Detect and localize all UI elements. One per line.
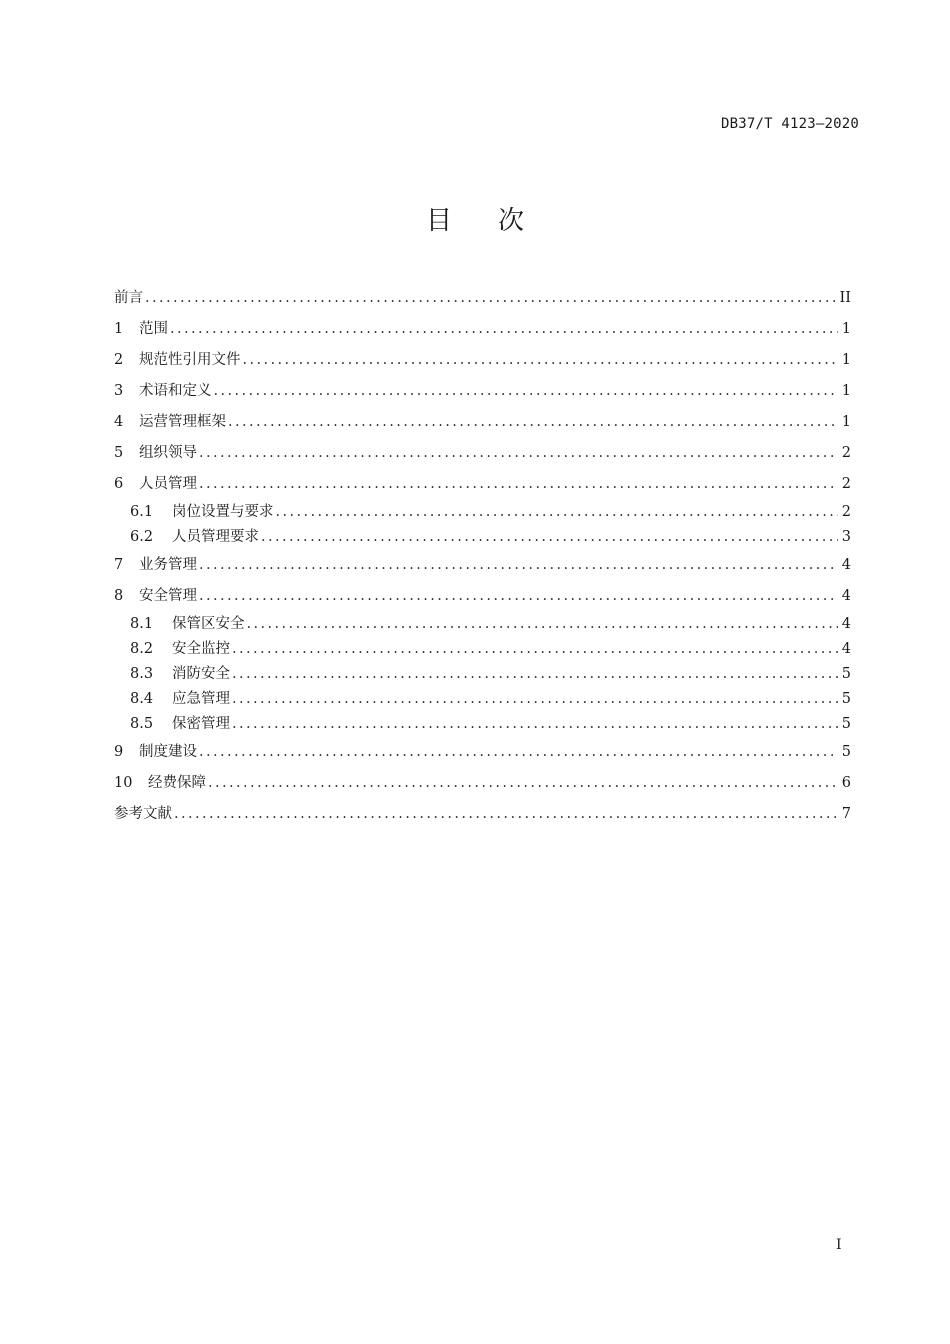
- toc-entry-6-1[interactable]: [114, 498, 851, 523]
- toc-label: 消防安全: [172, 666, 230, 682]
- toc-page: 1: [841, 383, 851, 399]
- leader-dots: [199, 470, 838, 498]
- toc-entry-8-4[interactable]: [114, 685, 851, 710]
- toc-number: 4: [114, 414, 124, 430]
- leader-dots: [232, 660, 838, 685]
- toc-label: 参考文献: [114, 806, 172, 822]
- leader-dots: [261, 523, 838, 551]
- toc-number: 7: [114, 557, 124, 573]
- toc-label: 安全监控: [172, 641, 230, 657]
- toc-label: 运营管理框架: [139, 414, 226, 430]
- toc-entry-8-5[interactable]: [114, 710, 851, 738]
- toc-page: 5: [841, 744, 851, 760]
- toc-entry-8-1[interactable]: [114, 610, 851, 635]
- toc-entry-references[interactable]: [114, 800, 851, 831]
- toc-entry-1[interactable]: [114, 315, 851, 346]
- toc-page: II: [839, 290, 851, 306]
- leader-dots: [170, 315, 838, 343]
- toc-entry-10[interactable]: [114, 769, 851, 800]
- leader-dots: [232, 635, 838, 660]
- toc-label: 保密管理: [172, 716, 230, 732]
- toc-entry-8[interactable]: [114, 582, 851, 613]
- toc-label: 人员管理: [139, 476, 197, 492]
- toc-number: 6: [114, 476, 124, 492]
- toc-entry-7[interactable]: [114, 551, 851, 582]
- toc-page: 4: [841, 641, 851, 657]
- toc-entry-2[interactable]: [114, 346, 851, 377]
- toc-page: 6: [841, 775, 851, 791]
- toc-label: 人员管理要求: [172, 529, 259, 545]
- page-number: I: [836, 1237, 842, 1253]
- toc-page: 7: [841, 806, 851, 822]
- leader-dots: [199, 551, 838, 579]
- toc-number: 6.2: [130, 529, 154, 545]
- leader-dots: [232, 685, 838, 710]
- toc-page: 5: [841, 691, 851, 707]
- toc-number: 8.2: [130, 641, 154, 657]
- toc-number: 6.1: [130, 504, 154, 520]
- toc-page: 5: [841, 716, 851, 732]
- leader-dots: [228, 408, 838, 436]
- leader-dots: [199, 439, 838, 467]
- toc-page: 3: [841, 529, 851, 545]
- toc-number: 5: [114, 445, 124, 461]
- toc-label: 规范性引用文件: [139, 352, 241, 368]
- standard-code: DB37/T 4123—2020: [720, 116, 859, 132]
- leader-dots: [199, 738, 838, 766]
- toc-label: 安全管理: [139, 588, 197, 604]
- toc-label: 前言: [114, 290, 143, 306]
- toc-page: 2: [841, 476, 851, 492]
- leader-dots: [174, 800, 838, 828]
- toc-page: 4: [841, 588, 851, 604]
- toc-label: 范围: [139, 321, 168, 337]
- toc-page: 1: [841, 352, 851, 368]
- toc-page: 4: [841, 557, 851, 573]
- toc-page: 2: [841, 504, 851, 520]
- toc-number: 1: [114, 321, 124, 337]
- toc-label: 岗位设置与要求: [172, 504, 274, 520]
- toc-entry-5[interactable]: [114, 439, 851, 470]
- toc-label: 应急管理: [172, 691, 230, 707]
- toc-label: 术语和定义: [139, 383, 212, 399]
- toc-entry-4[interactable]: [114, 408, 851, 439]
- toc-number: 8.1: [130, 616, 154, 632]
- toc-label: 业务管理: [139, 557, 197, 573]
- toc-number: 8.5: [130, 716, 154, 732]
- leader-dots: [199, 582, 838, 610]
- toc-label: 组织领导: [139, 445, 197, 461]
- table-of-contents: [114, 284, 851, 831]
- toc-page: 5: [841, 666, 851, 682]
- toc-number: 10: [114, 775, 133, 791]
- toc-page: 2: [841, 445, 851, 461]
- toc-page: 1: [841, 321, 851, 337]
- leader-dots: [243, 346, 838, 374]
- toc-entry-6[interactable]: [114, 470, 851, 501]
- toc-number: 2: [114, 352, 124, 368]
- toc-label: 保管区安全: [172, 616, 245, 632]
- toc-entry-8-2[interactable]: [114, 635, 851, 660]
- toc-number: 8.4: [130, 691, 154, 707]
- leader-dots: [232, 710, 838, 738]
- leader-dots: [276, 498, 838, 523]
- toc-label: 制度建设: [139, 744, 197, 760]
- leader-dots: [208, 769, 838, 797]
- toc-entry-foreword[interactable]: [114, 284, 851, 315]
- toc-entry-8-3[interactable]: [114, 660, 851, 685]
- toc-number: 3: [114, 383, 124, 399]
- leader-dots: [247, 610, 838, 635]
- toc-number: 8: [114, 588, 124, 604]
- toc-number: 8.3: [130, 666, 154, 682]
- toc-page: 4: [841, 616, 851, 632]
- toc-entry-6-2[interactable]: [114, 523, 851, 551]
- toc-entry-3[interactable]: [114, 377, 851, 408]
- toc-page: 1: [841, 414, 851, 430]
- toc-label: 经费保障: [148, 775, 206, 791]
- leader-dots: [214, 377, 838, 405]
- leader-dots: [145, 284, 836, 312]
- toc-number: 9: [114, 744, 124, 760]
- toc-title: 目次: [425, 206, 570, 236]
- toc-entry-9[interactable]: [114, 738, 851, 769]
